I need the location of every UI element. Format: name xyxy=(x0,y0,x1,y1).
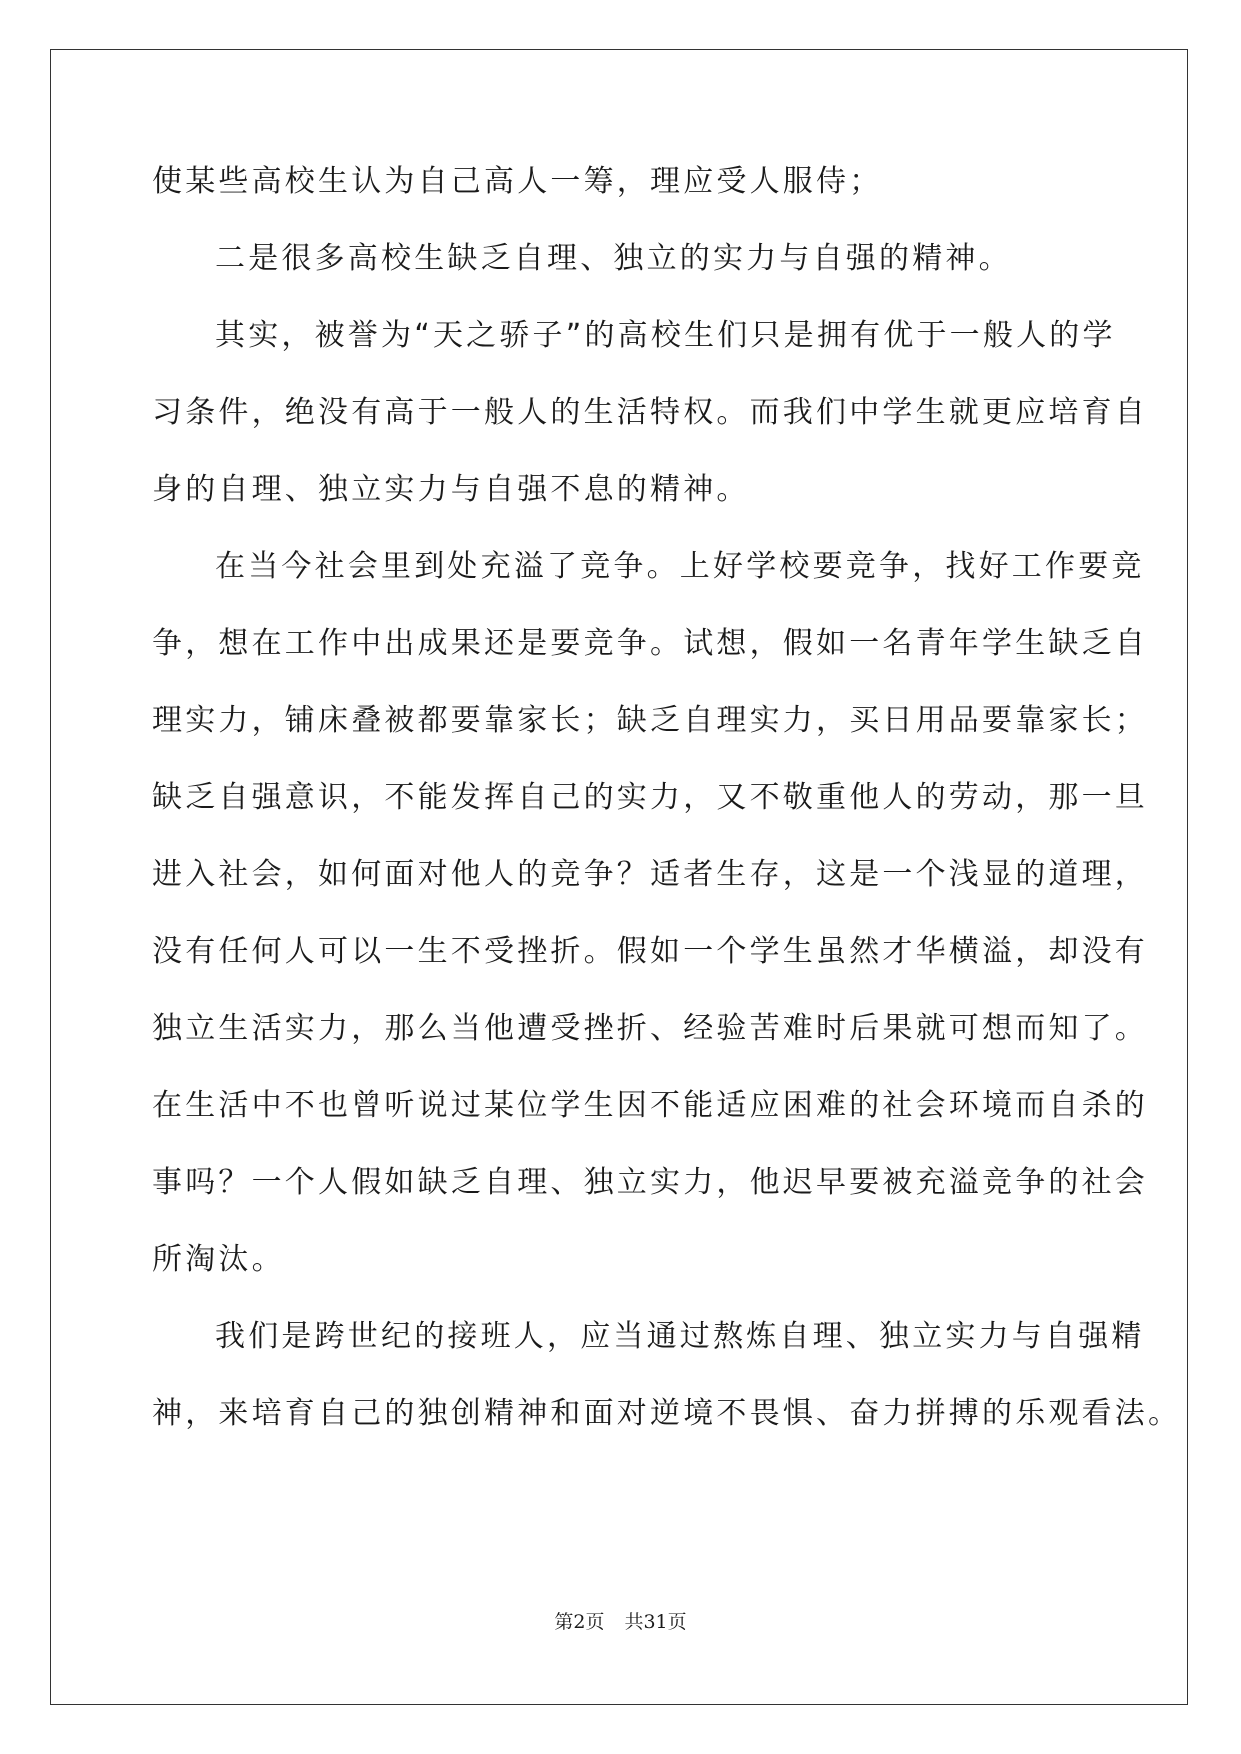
text-line: 缺乏自强意识，不能发挥自己的实力，又不敬重他人的劳动，那一旦 xyxy=(152,780,1148,815)
text-line: 争，想在工作中出成果还是要竞争。试想，假如一名青年学生缺乏自 xyxy=(152,626,1148,661)
text-line: 在生活中不也曾听说过某位学生因不能适应困难的社会环境而自杀的 xyxy=(152,1088,1148,1123)
text-line: 我们是跨世纪的接班人，应当通过熬炼自理、独立实力与自强精 xyxy=(215,1319,1145,1354)
page-total: 共31页 xyxy=(624,1611,687,1633)
text-line: 习条件，绝没有高于一般人的生活特权。而我们中学生就更应培育自 xyxy=(152,395,1148,430)
text-line: 进入社会，如何面对他人的竞争？适者生存，这是一个浅显的道理， xyxy=(152,857,1148,892)
text-line: 理实力，铺床叠被都要靠家长；缺乏自理实力，买日用品要靠家长； xyxy=(152,703,1148,738)
text-line: 在当今社会里到处充溢了竞争。上好学校要竞争，找好工作要竞 xyxy=(215,549,1145,584)
text-line: 独立生活实力，那么当他遭受挫折、经验苦难时后果就可想而知了。 xyxy=(152,1011,1148,1046)
text-line: 事吗？一个人假如缺乏自理、独立实力，他迟早要被充溢竞争的社会 xyxy=(152,1165,1148,1200)
text-line: 其实，被誉为“天之骄子”的高校生们只是拥有优于一般人的学 xyxy=(215,318,1116,353)
text-line: 二是很多高校生缺乏自理、独立的实力与自强的精神。 xyxy=(215,241,1012,276)
text-line: 所淘汰。 xyxy=(152,1242,285,1277)
text-line: 没有任何人可以一生不受挫折。假如一个学生虽然才华横溢，却没有 xyxy=(152,934,1148,969)
page-number: 第2页 xyxy=(554,1611,605,1633)
page-footer xyxy=(0,1610,1241,1634)
text-line: 使某些高校生认为自己高人一筹，理应受人服侍； xyxy=(152,164,883,199)
text-line: 神，来培育自己的独创精神和面对逆境不畏惧、奋力拼搏的乐观看法。 xyxy=(152,1396,1182,1431)
text-line: 身的自理、独立实力与自强不息的精神。 xyxy=(152,472,750,507)
